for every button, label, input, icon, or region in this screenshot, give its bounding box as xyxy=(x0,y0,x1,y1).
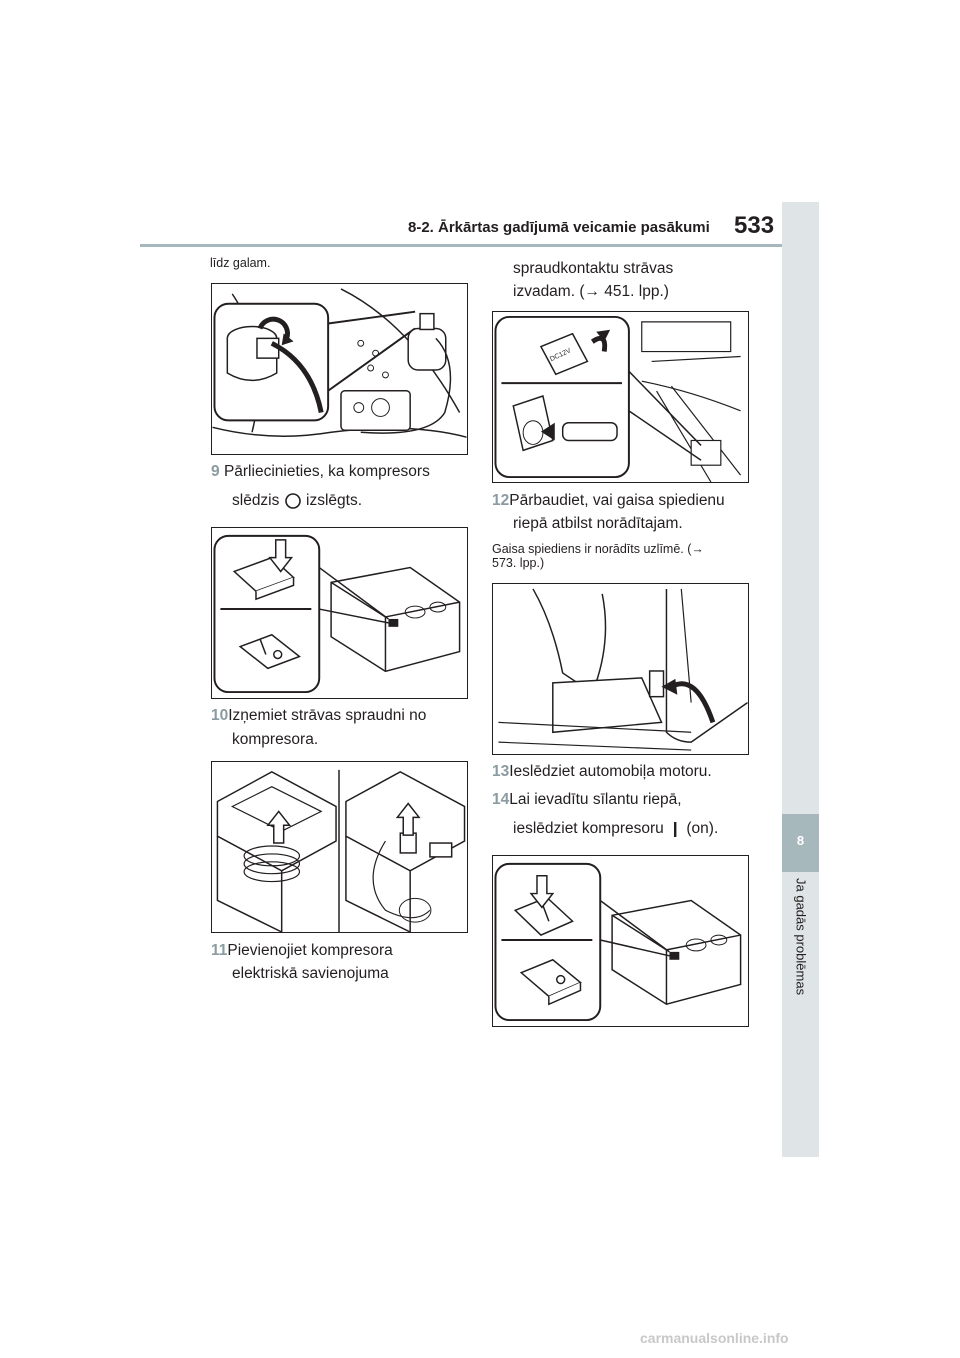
step-13 xyxy=(492,760,712,784)
footer-watermark: carmanualsonline.info xyxy=(640,1330,789,1346)
step-9-line2-before: slēdzis xyxy=(232,492,280,509)
step-11-line3: spraudkontaktu strāvas xyxy=(513,260,674,277)
remove-plug-illustration xyxy=(212,762,467,932)
step-13-line1: Ieslēdziet automobiļa motoru. xyxy=(509,763,712,780)
intro-text: līdz galam. xyxy=(210,256,271,270)
step-12-line2: riepā atbilst norādītajam. xyxy=(513,515,683,532)
compressor-hose-illustration xyxy=(212,284,467,454)
step-14-number: 14 xyxy=(492,791,510,808)
step-12 xyxy=(492,489,725,513)
socket-label: DC12V xyxy=(549,347,573,364)
page-number: 533 xyxy=(734,212,775,239)
figure-compressor-hose-connection xyxy=(211,283,468,455)
circle-icon xyxy=(284,492,302,510)
chapter-title xyxy=(782,878,819,1028)
step-9-line1: Pārliecinieties, ka kompresors xyxy=(223,463,430,480)
figure-power-outlet xyxy=(492,311,749,483)
step-10-number: 10 xyxy=(211,707,229,724)
section-title: 8-2. Ārkārtas gadījumā veicamie pasākumi xyxy=(408,219,710,236)
figure-tire-pressure-label xyxy=(492,583,749,755)
step-14-line2 xyxy=(513,817,718,841)
door-pillar-illustration xyxy=(493,584,748,754)
pressure-note-line2: 573. lpp.) xyxy=(492,556,545,570)
step-14-line2-after: (on). xyxy=(686,820,719,837)
chapter-title-text: Ja gadās problēmas xyxy=(793,878,808,996)
step-12-number: 12 xyxy=(492,492,510,509)
chapter-number: 8 xyxy=(796,833,805,848)
step-14-line1: Lai ievadītu sīlantu riepā, xyxy=(509,791,682,808)
pressure-note-line1: Gaisa spiediens ir norādīts uzlīmē. (→ xyxy=(492,542,704,556)
step-14-line2-before: ieslēdziet kompresoru xyxy=(513,820,664,837)
header-divider xyxy=(140,244,782,247)
step-11-number: 11 xyxy=(211,942,228,959)
step-9-line2-after: izslēgts. xyxy=(306,492,363,509)
step-12-line1: Pārbaudiet, vai gaisa spiedienu xyxy=(509,492,725,509)
step-10-line2: kompresora. xyxy=(232,731,319,748)
figure-remove-power-plug xyxy=(211,761,468,933)
step-10 xyxy=(211,704,426,728)
step-9 xyxy=(211,460,430,484)
figure-compressor-switch-on xyxy=(492,855,749,1027)
step-14 xyxy=(492,788,682,812)
step-11 xyxy=(211,939,393,963)
step-10-line1: Izņemiet strāvas spraudni no xyxy=(228,707,427,724)
step-11-line2: elektriskā savienojuma xyxy=(232,965,389,982)
step-9-line2 xyxy=(232,489,362,513)
power-outlet-illustration xyxy=(493,312,748,482)
vertical-bar-icon xyxy=(668,820,682,838)
switch-off-illustration xyxy=(212,528,467,698)
switch-on-illustration xyxy=(493,856,748,1026)
step-9-number: 9 xyxy=(211,463,220,480)
figure-compressor-switch-off xyxy=(211,527,468,699)
step-11-line1: Pievienojiet kompresora xyxy=(227,942,393,959)
step-13-number: 13 xyxy=(492,763,510,780)
step-11-line4: izvadam. (→ 451. lpp.) xyxy=(513,283,669,300)
